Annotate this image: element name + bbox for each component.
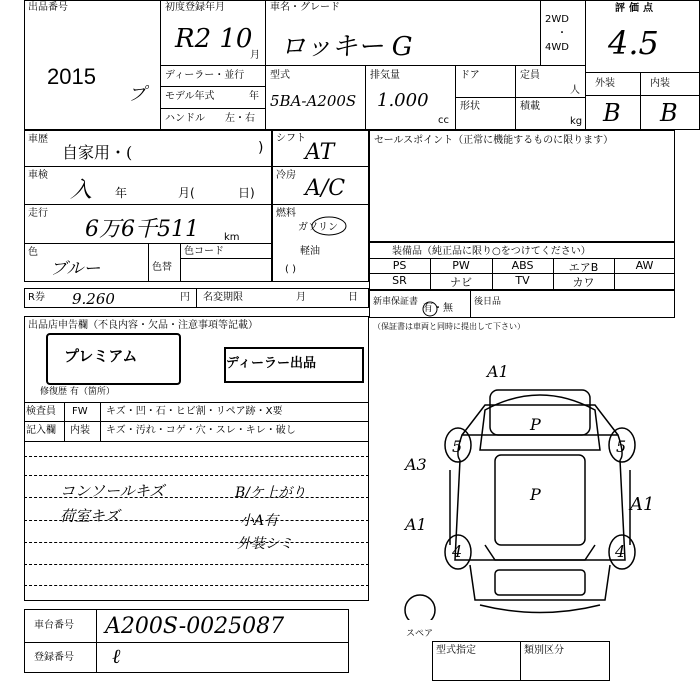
history-value: 自家用・( [62, 143, 133, 162]
lot-year: 2015 [47, 64, 96, 89]
equipment-item: PW [452, 259, 470, 272]
name-value: ロッキー G [280, 32, 413, 62]
inspector-label-1: 検査員 [26, 406, 56, 417]
mark-p-top: P [530, 415, 541, 434]
type-label: 型式 [270, 70, 290, 81]
gas-circle-mark [310, 215, 348, 237]
aircon-value: A/C [305, 176, 346, 201]
shaken-value: 入 [70, 178, 93, 203]
load-unit: kg [570, 116, 583, 127]
warranty-note: （保証書は車両と同時に提出して下さい） [373, 322, 525, 331]
mileage-label: 走行 [28, 208, 48, 219]
recolor-label: 色替 [152, 262, 172, 273]
fuel-light-oil: 軽油 [300, 246, 320, 257]
fuel-paren: ( ) [285, 264, 296, 275]
recycle-value: 9.260 [72, 290, 115, 308]
history-label: 車歴 [28, 134, 48, 145]
inspector-row2: キズ・汚れ・コゲ・穴・スレ・キレ・破し [106, 425, 296, 436]
mark-a1-top: A1 [487, 362, 509, 381]
model-year-unit: 年 [249, 91, 259, 102]
inspector-label-2: 記入欄 [26, 425, 56, 436]
disp-label: 排気量 [370, 70, 400, 81]
color-code-label: 色コード [184, 246, 224, 257]
fuel-label: 燃料 [276, 208, 296, 219]
history-close: ) [258, 140, 264, 156]
score-value: 4.5 [608, 24, 659, 62]
recycle-unit: 円 [180, 292, 190, 303]
mark-5-right: 5 [616, 437, 627, 456]
mileage-value: 6万6千511 [85, 217, 199, 242]
category-label: 類別区分 [524, 645, 564, 656]
equipment-item: TV [515, 274, 530, 287]
inspector-row1-head: FW [72, 406, 88, 417]
chassis-value: A200S-0025087 [105, 614, 285, 639]
type-value: 5BA-A200S [270, 92, 357, 110]
warranty-circle-mark [421, 300, 439, 318]
spare-label: スペア [406, 629, 434, 639]
handle-value: 左・右 [225, 113, 255, 124]
lot-mark: プ [128, 84, 146, 105]
registration-value: ℓ [112, 644, 121, 668]
handle-label: ハンドル [165, 113, 205, 124]
exterior-label: 外装 [595, 78, 615, 89]
aircon-label: 冷房 [276, 170, 296, 181]
shift-label: シフト [276, 133, 306, 144]
shaken-month: 月( [178, 186, 195, 200]
shape-label: 形状 [460, 101, 480, 112]
shaken-day: 日) [238, 186, 255, 200]
mark-p-center: P [530, 485, 541, 504]
load-label: 積載 [520, 101, 540, 112]
score-label: 評価点 [615, 3, 657, 14]
color-label: 色 [28, 247, 38, 258]
registration-label: 登録番号 [34, 652, 74, 663]
warranty-value: 有・無 [423, 303, 453, 314]
note-line-1: コンソールキズ [60, 482, 165, 500]
notes-title: 出品店申告欄（不良内容・欠品・注意事項等記載） [28, 320, 258, 331]
drive-4wd: 4WD [545, 42, 569, 53]
recycle-label: R券 [28, 292, 45, 303]
equipment-item: SR [392, 274, 407, 287]
name-label: 車名・グレード [270, 2, 340, 13]
interior-value: B [660, 99, 678, 127]
premium-stamp-text: プレミアム [64, 347, 138, 365]
capacity-unit: 人 [570, 85, 580, 96]
disp-value: 1.000 [377, 90, 429, 111]
chassis-label: 車台番号 [34, 620, 74, 631]
mark-a1-right: A1 [630, 494, 655, 515]
equipment-item: カワ [572, 276, 595, 289]
shift-value: AT [305, 140, 335, 165]
disp-unit: cc [438, 115, 449, 126]
repair-history: 修復歴 有（箇所） [40, 387, 115, 397]
fuel-gas: ガソリン [298, 222, 338, 233]
model-year-label: モデル年式 [165, 91, 215, 102]
year-suffix: 月 [250, 50, 260, 61]
equipment-item: PS [392, 259, 407, 272]
drive-2wd: 2WD [545, 14, 569, 25]
equipment-item: AW [635, 259, 654, 272]
door-label: ドア [460, 70, 480, 81]
dealer-stamp-text: ディーラー出品 [226, 356, 316, 371]
mileage-unit: km [224, 232, 240, 243]
warranty-due-label: 後日品 [474, 297, 502, 307]
sales-point-title: セールスポイント（正常に機能するものに限ります） [374, 135, 614, 146]
shaken-label: 車検 [28, 170, 48, 181]
inspector-row2-head: 内装 [70, 425, 90, 436]
year-label: 初度登録年月 [165, 2, 225, 13]
year-value: R2 10 [175, 24, 253, 54]
equipment-item: ABS [511, 259, 534, 272]
interior-label: 内装 [650, 78, 670, 89]
note-line-3: B/ケ上がり [235, 485, 307, 501]
color-value: ブルー [50, 259, 101, 279]
mark-4-left: 4 [452, 542, 463, 561]
capacity-label: 定員 [520, 70, 540, 81]
note-line-2: 荷室キズ [60, 507, 120, 525]
equipment-item: ナビ [450, 276, 472, 289]
lot-label: 出品番号 [28, 2, 68, 13]
shaken-year: 年 [115, 186, 128, 200]
mark-4-right: 4 [615, 542, 626, 561]
mark-a1-left: A1 [405, 515, 427, 534]
transfer-day: 日 [348, 292, 358, 303]
transfer-month: 月 [296, 292, 306, 303]
inspector-row1: キズ・凹・石・ヒビ割・リペア跡・X要 [106, 406, 283, 417]
spec-label: 型式指定 [436, 645, 476, 656]
note-line-4: 小A有 [240, 513, 279, 529]
exterior-value: B [603, 99, 621, 127]
dealer-label: ディーラー・並行 [165, 70, 245, 81]
mark-5-left: 5 [452, 437, 463, 456]
equipment-item: エアB [568, 261, 599, 274]
warranty-label: 新車保証書 [373, 297, 419, 307]
drive-sep: ・ [557, 28, 567, 39]
mark-a3: A3 [405, 455, 427, 474]
transfer-label: 名変期限 [203, 292, 243, 303]
note-line-5: 外装シミ [237, 536, 293, 552]
equipment-title: 装備品（純正品に限り○をつけてください） [392, 246, 591, 257]
